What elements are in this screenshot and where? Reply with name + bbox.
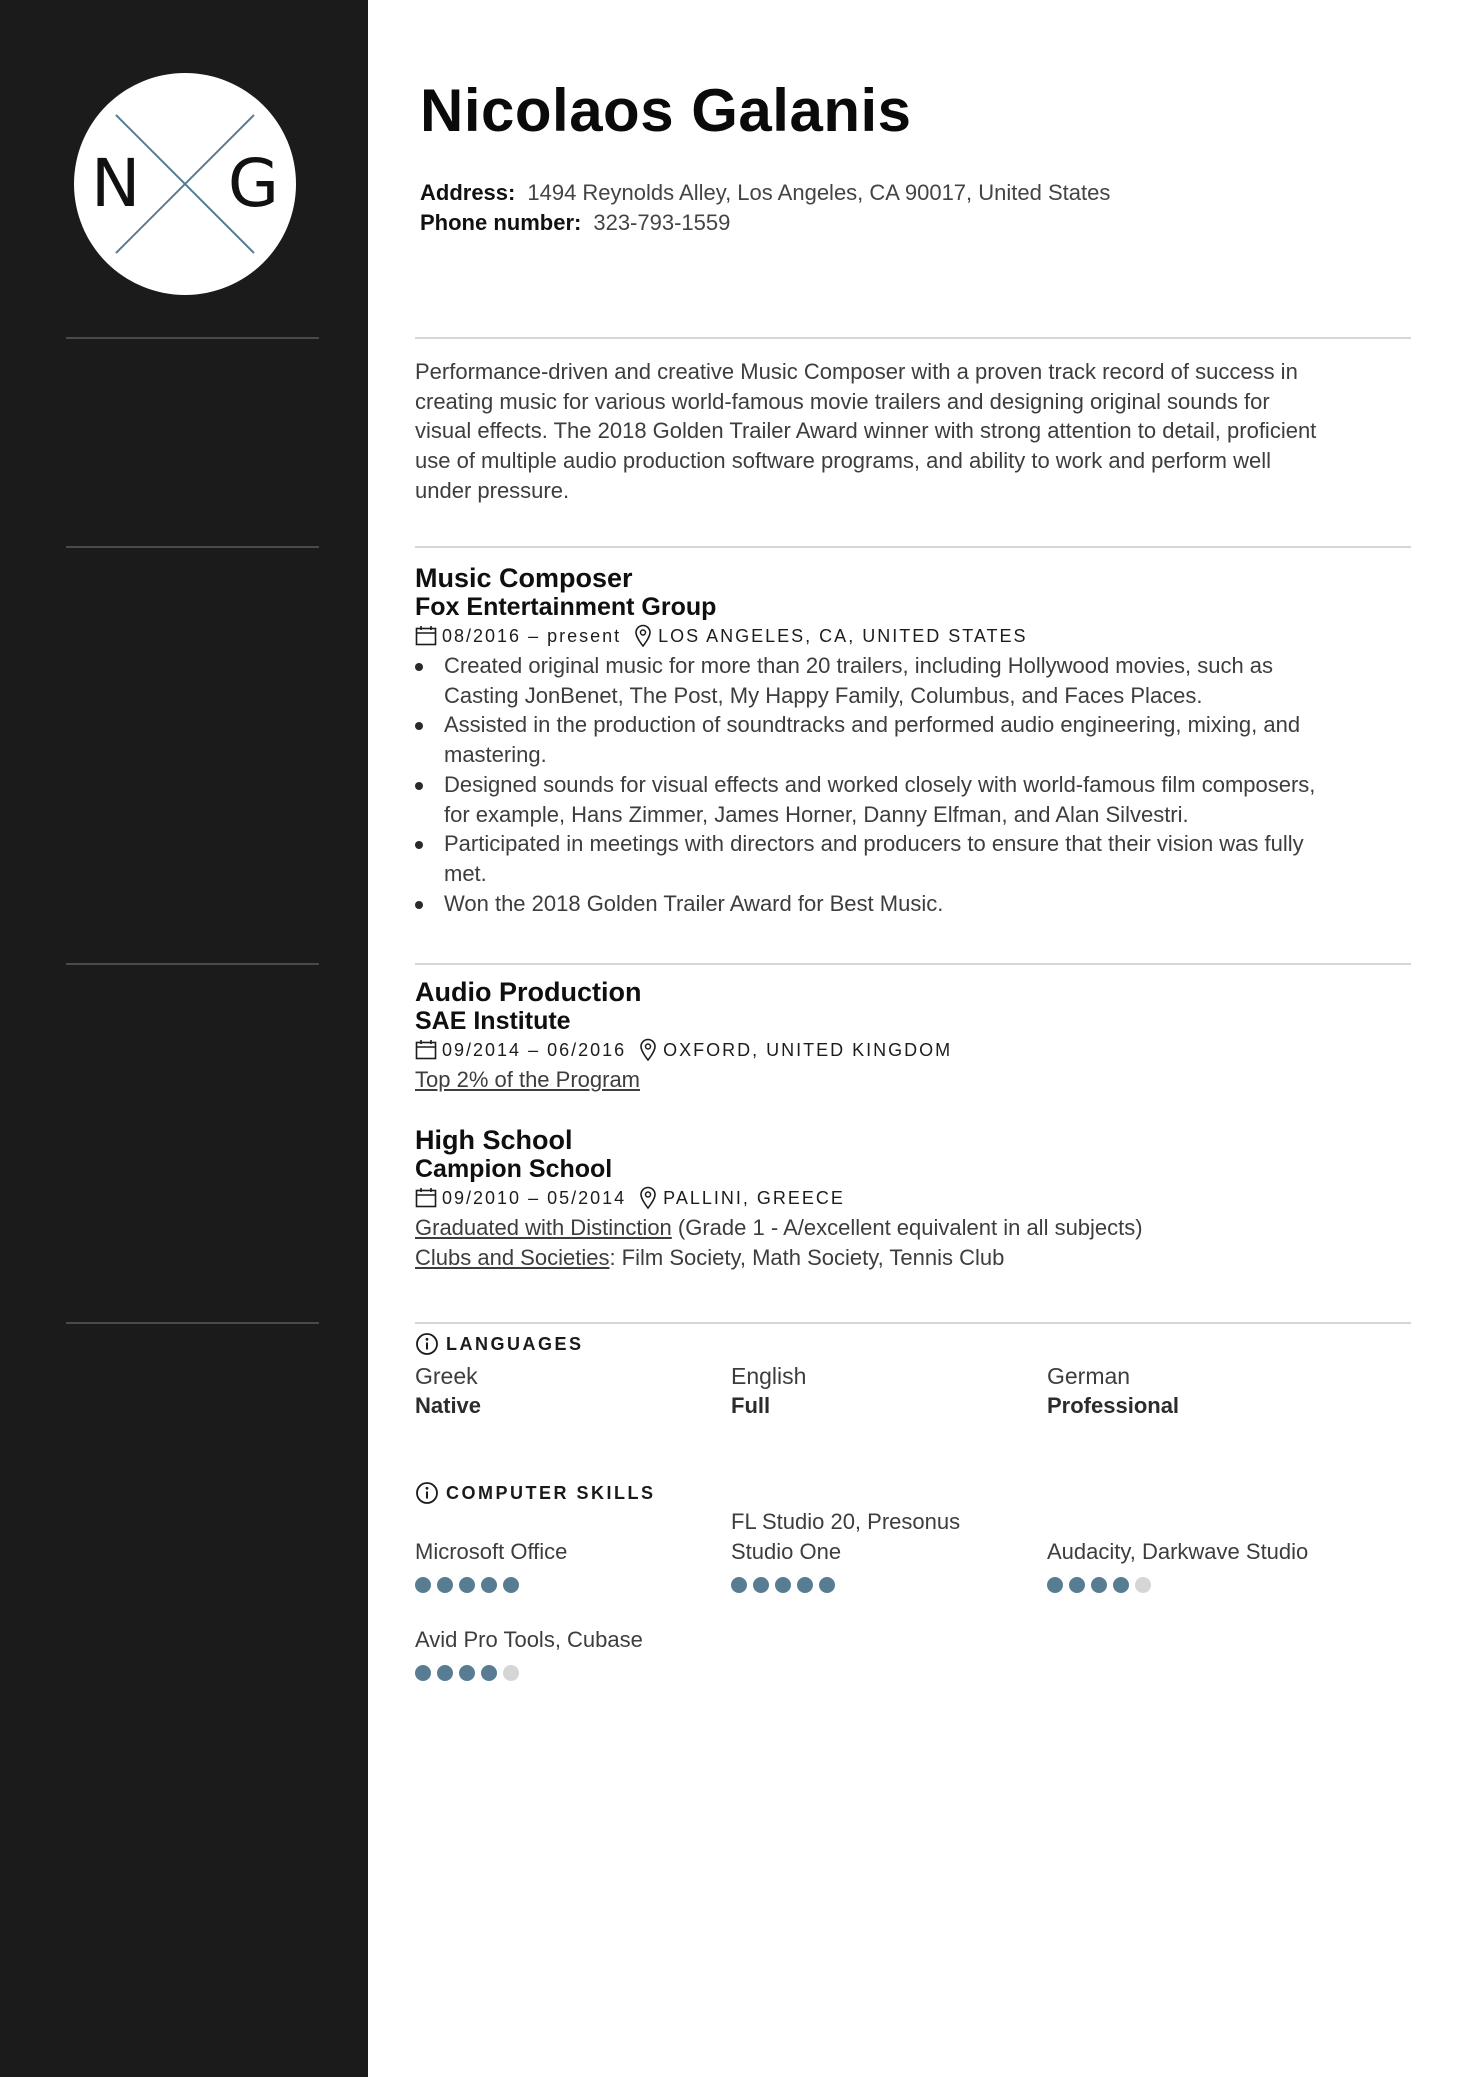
bullet-line: Designed sounds for visual effects and worked closely with world-famous film composers, xyxy=(444,771,1316,797)
education-entry xyxy=(415,977,1415,1095)
bullet-line: for example, Hans Zimmer, James Horner, Danny Elfman, and Alan Silvestri. xyxy=(444,801,1189,827)
bullet-line: Created original music for more than 20 trailers, including Hollywood movies, such as xyxy=(444,653,1274,678)
profile-summary xyxy=(415,357,1415,506)
education-entry xyxy=(415,1125,1415,1273)
bullet-line: Participated in meetings with directors and producers to ensure that their vision was fully xyxy=(444,831,1304,857)
skill-rating xyxy=(415,1665,715,1681)
school-name: Campion School xyxy=(415,1155,613,1183)
computer-skills-heading xyxy=(415,1479,1415,1507)
bullet-line: Casting JonBenet, The Post, My Happy Family, Columbus, and Faces Places. xyxy=(444,682,1203,708)
job-achievements xyxy=(415,651,1415,918)
education-dates: 09/2014 – 06/2016 xyxy=(442,1039,627,1060)
education-note-link[interactable]: Clubs and Societies xyxy=(415,1245,610,1270)
skill-item xyxy=(1047,1537,1347,1593)
job-meta xyxy=(415,621,1415,651)
rating-dot-filled xyxy=(775,1577,791,1593)
calendar-icon xyxy=(415,1187,437,1209)
language-name: English xyxy=(731,1363,807,1389)
address-value: 1494 Reynolds Alley, Los Angeles, CA 90017, United States xyxy=(527,180,1111,205)
languages-heading xyxy=(415,1330,1415,1358)
phone-line xyxy=(420,208,730,238)
address-label: Address: xyxy=(420,180,516,205)
language-item xyxy=(1047,1361,1347,1421)
rating-dot-filled xyxy=(459,1577,475,1593)
education-meta xyxy=(415,1035,1415,1065)
rating-dot-filled xyxy=(819,1577,835,1593)
skill-name: Microsoft Office xyxy=(415,1539,568,1564)
skill-name: Avid Pro Tools, Cubase xyxy=(415,1627,643,1652)
language-name: German xyxy=(1047,1363,1131,1389)
rating-dot-filled xyxy=(437,1665,453,1681)
rating-dot-filled xyxy=(731,1577,747,1593)
skill-item xyxy=(415,1537,715,1593)
education-note-link[interactable]: Top 2% of the Program xyxy=(415,1067,641,1092)
computer-skills-heading-text: COMPUTER SKILLS xyxy=(446,1482,656,1503)
rating-dot-filled xyxy=(481,1577,497,1593)
rating-dot-filled xyxy=(415,1665,431,1681)
section-divider xyxy=(415,1322,1411,1324)
language-level: Native xyxy=(415,1393,482,1418)
skill-name: Audacity, Darkwave Studio xyxy=(1047,1539,1309,1564)
profile-line: visual effects. The 2018 Golden Trailer Award winner with strong attention to detail, proficient xyxy=(415,418,1317,444)
profile-line: creating music for various world-famous movie trailers and designing original sounds for xyxy=(415,388,1270,414)
monogram-logo xyxy=(74,73,296,295)
profile-line: under pressure. xyxy=(415,477,570,503)
list-item xyxy=(415,651,1415,710)
education-location: PALLINI, GREECE xyxy=(663,1187,845,1208)
language-level: Full xyxy=(731,1393,771,1418)
rating-dot-filled xyxy=(1091,1577,1107,1593)
education-note xyxy=(415,1065,1415,1095)
section-divider xyxy=(415,546,1411,548)
language-name: Greek xyxy=(415,1363,478,1389)
location-pin-icon xyxy=(639,1186,657,1210)
skill-name: FL Studio 20, Presonus xyxy=(731,1509,961,1534)
list-item xyxy=(415,829,1415,888)
info-icon xyxy=(415,1481,439,1505)
rating-dot-filled xyxy=(459,1665,475,1681)
rating-dot-filled xyxy=(1113,1577,1129,1593)
education-meta xyxy=(415,1183,1415,1213)
sidebar-divider xyxy=(66,963,319,965)
rating-dot-filled xyxy=(503,1577,519,1593)
education-dates: 09/2010 – 05/2014 xyxy=(442,1187,627,1208)
rating-dot-filled xyxy=(1069,1577,1085,1593)
list-item xyxy=(415,770,1415,829)
education-location: OXFORD, UNITED KINGDOM xyxy=(663,1039,953,1060)
bullet-line: Assisted in the production of soundtracks and performed audio engineering, mixing, and xyxy=(444,712,1301,738)
rating-dot-filled xyxy=(437,1577,453,1593)
calendar-icon xyxy=(415,625,437,647)
candidate-name: Nicolaos Galanis xyxy=(420,77,912,144)
skill-rating xyxy=(1047,1577,1347,1593)
languages-heading-text: LANGUAGES xyxy=(446,1333,584,1354)
bullet-line: Won the 2018 Golden Trailer Award for Best Music. xyxy=(444,890,944,916)
list-item xyxy=(415,710,1415,769)
address-line xyxy=(420,178,1110,208)
profile-line: use of multiple audio production software programs, and ability to work and perform well xyxy=(415,448,1271,474)
sidebar-divider xyxy=(66,1322,319,1324)
education-note xyxy=(415,1243,1415,1273)
phone-label: Phone number: xyxy=(420,210,582,235)
location-pin-icon xyxy=(634,624,652,648)
rating-dot-filled xyxy=(797,1577,813,1593)
education-note xyxy=(415,1213,1415,1243)
monogram-initial-last: G xyxy=(227,145,279,222)
calendar-icon xyxy=(415,1039,437,1061)
location-pin-icon xyxy=(639,1038,657,1062)
job-location: LOS ANGELES, CA, UNITED STATES xyxy=(658,625,1028,646)
monogram-initial-first: N xyxy=(91,145,141,222)
bullet-line: mastering. xyxy=(444,742,547,768)
sidebar-divider xyxy=(66,337,319,339)
job-title: Music Composer xyxy=(415,563,633,593)
profile-line: Performance-driven and creative Music Composer with a proven track record of success in xyxy=(415,359,1298,384)
rating-dot-empty xyxy=(1135,1577,1151,1593)
rating-dot-empty xyxy=(503,1665,519,1681)
list-item xyxy=(415,889,1415,919)
language-item xyxy=(731,1361,1031,1421)
language-item xyxy=(415,1361,715,1421)
education-note-text: : Film Society, Math Society, Tennis Club xyxy=(609,1245,1005,1270)
job-employer: Fox Entertainment Group xyxy=(415,593,717,621)
rating-dot-filled xyxy=(1047,1577,1063,1593)
skill-item xyxy=(415,1625,715,1681)
section-divider xyxy=(415,337,1411,339)
education-note-text: (Grade 1 - A/excellent equivalent in all subjects) xyxy=(671,1215,1143,1240)
sidebar-divider xyxy=(66,546,319,548)
language-level: Professional xyxy=(1047,1393,1180,1418)
degree-title: Audio Production xyxy=(415,977,642,1007)
job-dates: 08/2016 – present xyxy=(442,625,622,646)
phone-value: 323-793-1559 xyxy=(593,210,731,235)
rating-dot-filled xyxy=(415,1577,431,1593)
bullet-line: met. xyxy=(444,860,487,886)
rating-dot-filled xyxy=(753,1577,769,1593)
skill-item xyxy=(731,1507,1031,1593)
skill-name: Studio One xyxy=(731,1539,842,1564)
work-entry xyxy=(415,563,1415,918)
skill-rating xyxy=(415,1577,715,1593)
school-name: SAE Institute xyxy=(415,1007,571,1035)
section-divider xyxy=(415,963,1411,965)
info-icon xyxy=(415,1332,439,1356)
sidebar xyxy=(0,0,368,2077)
degree-title: High School xyxy=(415,1125,573,1155)
rating-dot-filled xyxy=(481,1665,497,1681)
education-note-link[interactable]: Graduated with Distinction xyxy=(415,1215,672,1240)
skill-rating xyxy=(731,1577,1031,1593)
